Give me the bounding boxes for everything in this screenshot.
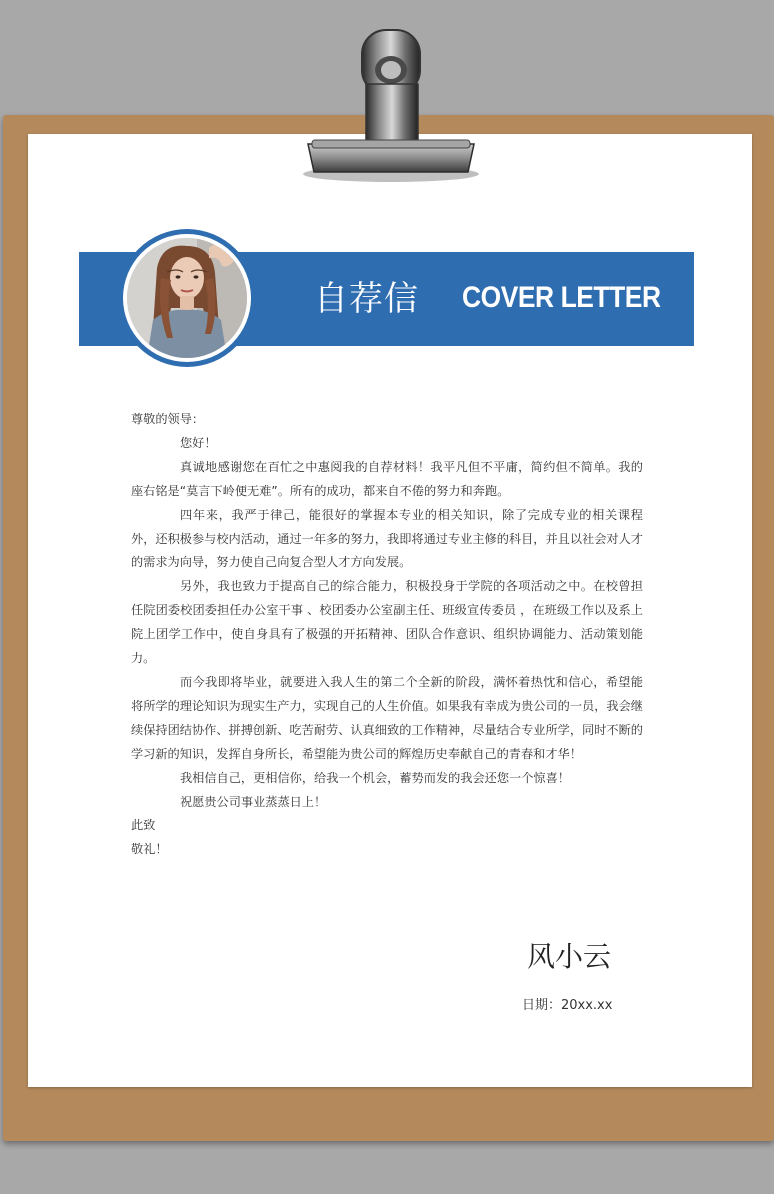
paragraph-4: 而今我即将毕业，就要进入我人生的第二个全新的阶段，满怀着热忱和信心，希望能将所学的理论知识为现实生产力，实现自己的人生价值。如果我有幸成为贵公司的一员，我会继续保持团结协作、拼搏创新、吃苦耐劳、认真细致的工作精神，尽量结合专业所学，同时不断的学习新的知识，发挥自身所长，希望能为贵公司的辉煌历史奉献自己的青春和才华！ — [131, 674, 643, 761]
signature-date: 日期：20xx.xx — [522, 998, 613, 1013]
avatar-photo — [127, 238, 247, 358]
closing-line-2: 敬礼！ — [131, 842, 168, 857]
paragraph-2: 四年来，我严于律己，能很好的掌握本专业的相关知识，除了完成专业的相关课程外，还积极参与校内活动，通过一年多的努力，我即将通过专业主修的科目，并且以社会对人才的需求为向导，努力使自己向复合型人才方向发展。 — [131, 507, 643, 570]
avatar — [118, 229, 256, 367]
closing-line-1: 此致 — [131, 818, 156, 833]
paragraph-3: 另外，我也致力于提高自己的综合能力，积极投身于学院的各项活动之中。在校曾担任院团委校团委担任办公室干事 、校团委办公室副主任、班级宣传委员 ，在班级工作以及系上院上团学工作中，使自身具有了极强的开拓精神、团队合作意识、组织协调能力、活动策划能力。 — [131, 579, 643, 666]
paragraph-6: 祝愿贵公司事业蒸蒸日上！ — [180, 794, 327, 809]
salutation: 尊敬的领导： — [131, 412, 205, 426]
signature-name: 风小云 — [527, 940, 612, 973]
letter-body — [131, 408, 643, 862]
paragraph-1: 真诚地感谢您在百忙之中惠阅我的自荐材料！我平凡但不平庸，简约但不简单。我的座右铭是“莫言下岭便无难”。所有的成功，都来自不倦的努力和奔跑。 — [131, 459, 643, 498]
greeting: 您好！ — [180, 435, 217, 450]
title-english: COVER LETTER — [462, 281, 661, 314]
paragraph-5: 我相信自己，更相信你，给我一个机会，蓄势而发的我会还您一个惊喜！ — [180, 770, 570, 785]
binder-clip-icon — [296, 26, 486, 186]
title-chinese: 自荐信 — [314, 279, 419, 319]
